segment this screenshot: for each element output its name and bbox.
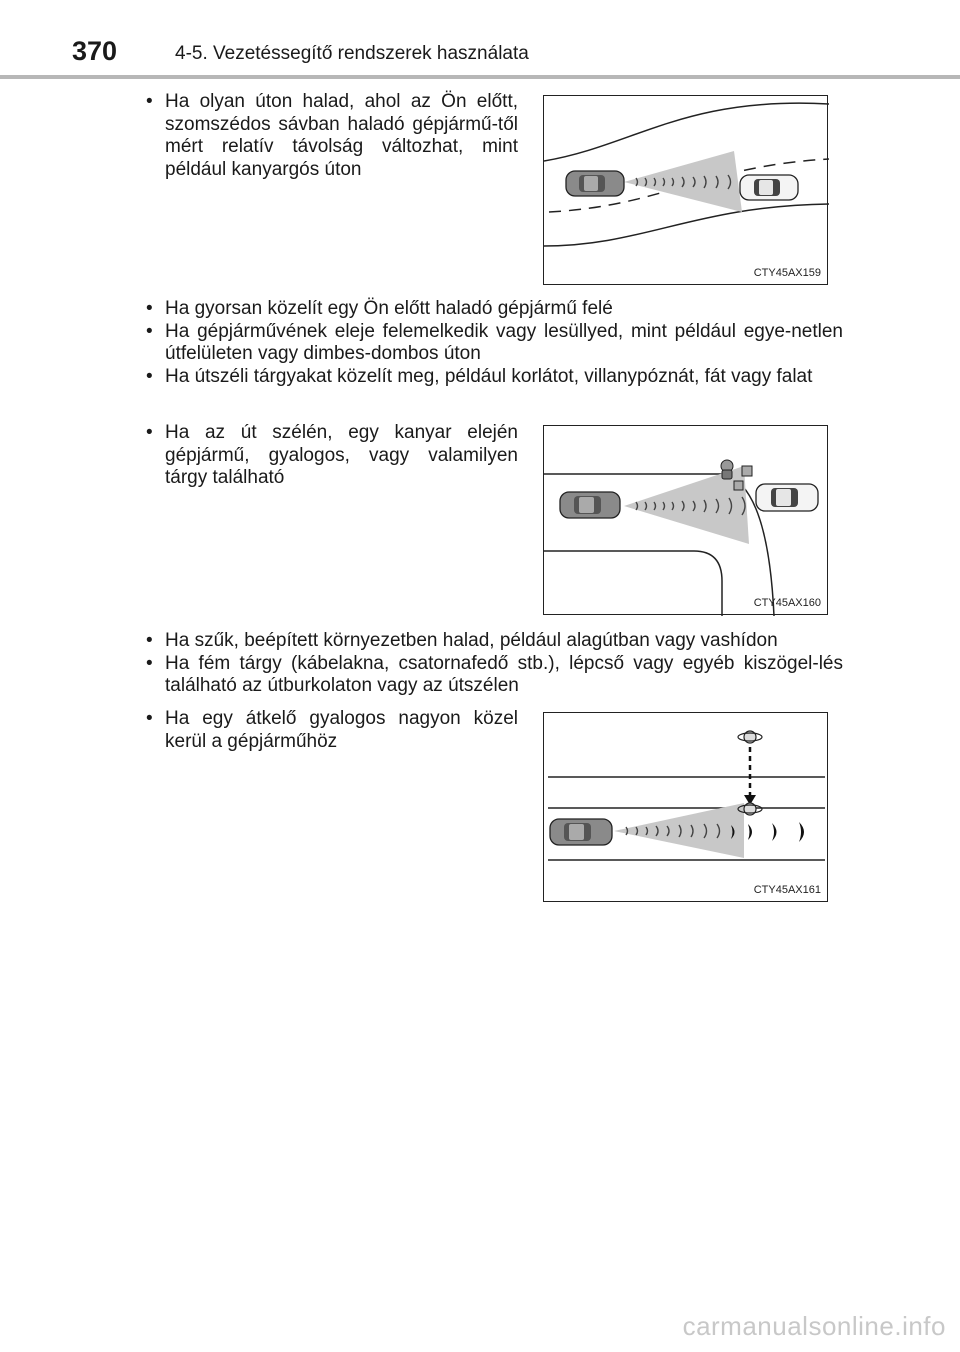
list-item: • Ha az út szélén, egy kanyar elején gépjármű, gyalogos, vagy valamilyen tárgy található [143,422,518,490]
list-item: • Ha olyan úton halad, ahol az Ön előtt, szomszédos sávban haladó gépjármű-től mért relatív távolság változhat, mint például kanyargós úton [143,91,518,181]
crossing-pedestrian-illustration [544,713,829,903]
curved-road-illustration [544,96,829,286]
page-number: 370 [72,36,118,66]
figure-code: CTY45AX159 [753,267,821,279]
list-item: • Ha útszéli tárgyakat közelít meg, például korlátot, villanypóznát, fát vagy falat [143,366,843,389]
radar-beam [614,803,744,858]
radar-beam [624,151,742,212]
figure-crossing-pedestrian [543,712,828,902]
own-car [550,819,612,845]
object-box-icon [742,466,752,476]
page-header [0,0,960,80]
object-box-icon [734,481,743,490]
other-car [740,175,798,200]
pedestrian-icon [721,460,733,479]
figure-code: CTY45AX161 [753,884,821,896]
road-edge [544,204,829,246]
figure-curved-road [543,95,828,285]
list-item: • Ha gépjárművének eleje felemelkedik vagy lesüllyed, mint például egye-netlen útfelületen vagy dimbes-dombos úton [143,321,843,366]
bullet-list-3 [143,422,518,490]
parked-car [756,484,818,511]
watermark: carmanualsonline.info [682,1311,946,1341]
header-divider [0,75,960,79]
figure-curve-objects [543,425,828,615]
road-edge [544,103,829,161]
road-edge [544,551,722,616]
list-item: • Ha fém tárgy (kábelakna, csatornafedő stb.), lépcső vagy egyéb kiszögel-lés található az útburkolaton vagy az útszélen [143,653,843,698]
curve-objects-illustration [544,426,829,616]
bullet-list-5 [143,708,518,753]
figure-code: CTY45AX160 [753,597,821,609]
bullet-list-4 [143,630,843,698]
own-car [560,492,620,518]
own-car [566,171,624,196]
list-item: • Ha szűk, beépített környezetben halad, például alagútban vagy vashídon [143,630,843,653]
bullet-list-2 [143,298,843,388]
bullet-list-1 [143,91,518,181]
pedestrian-start-icon [738,731,762,743]
section-title: 4-5. Vezetéssegítő rendszerek használata [175,43,529,64]
list-item: • Ha gyorsan közelít egy Ön előtt haladó gépjármű felé [143,298,843,321]
list-item: • Ha egy átkelő gyalogos nagyon közel kerül a gépjárműhöz [143,708,518,753]
